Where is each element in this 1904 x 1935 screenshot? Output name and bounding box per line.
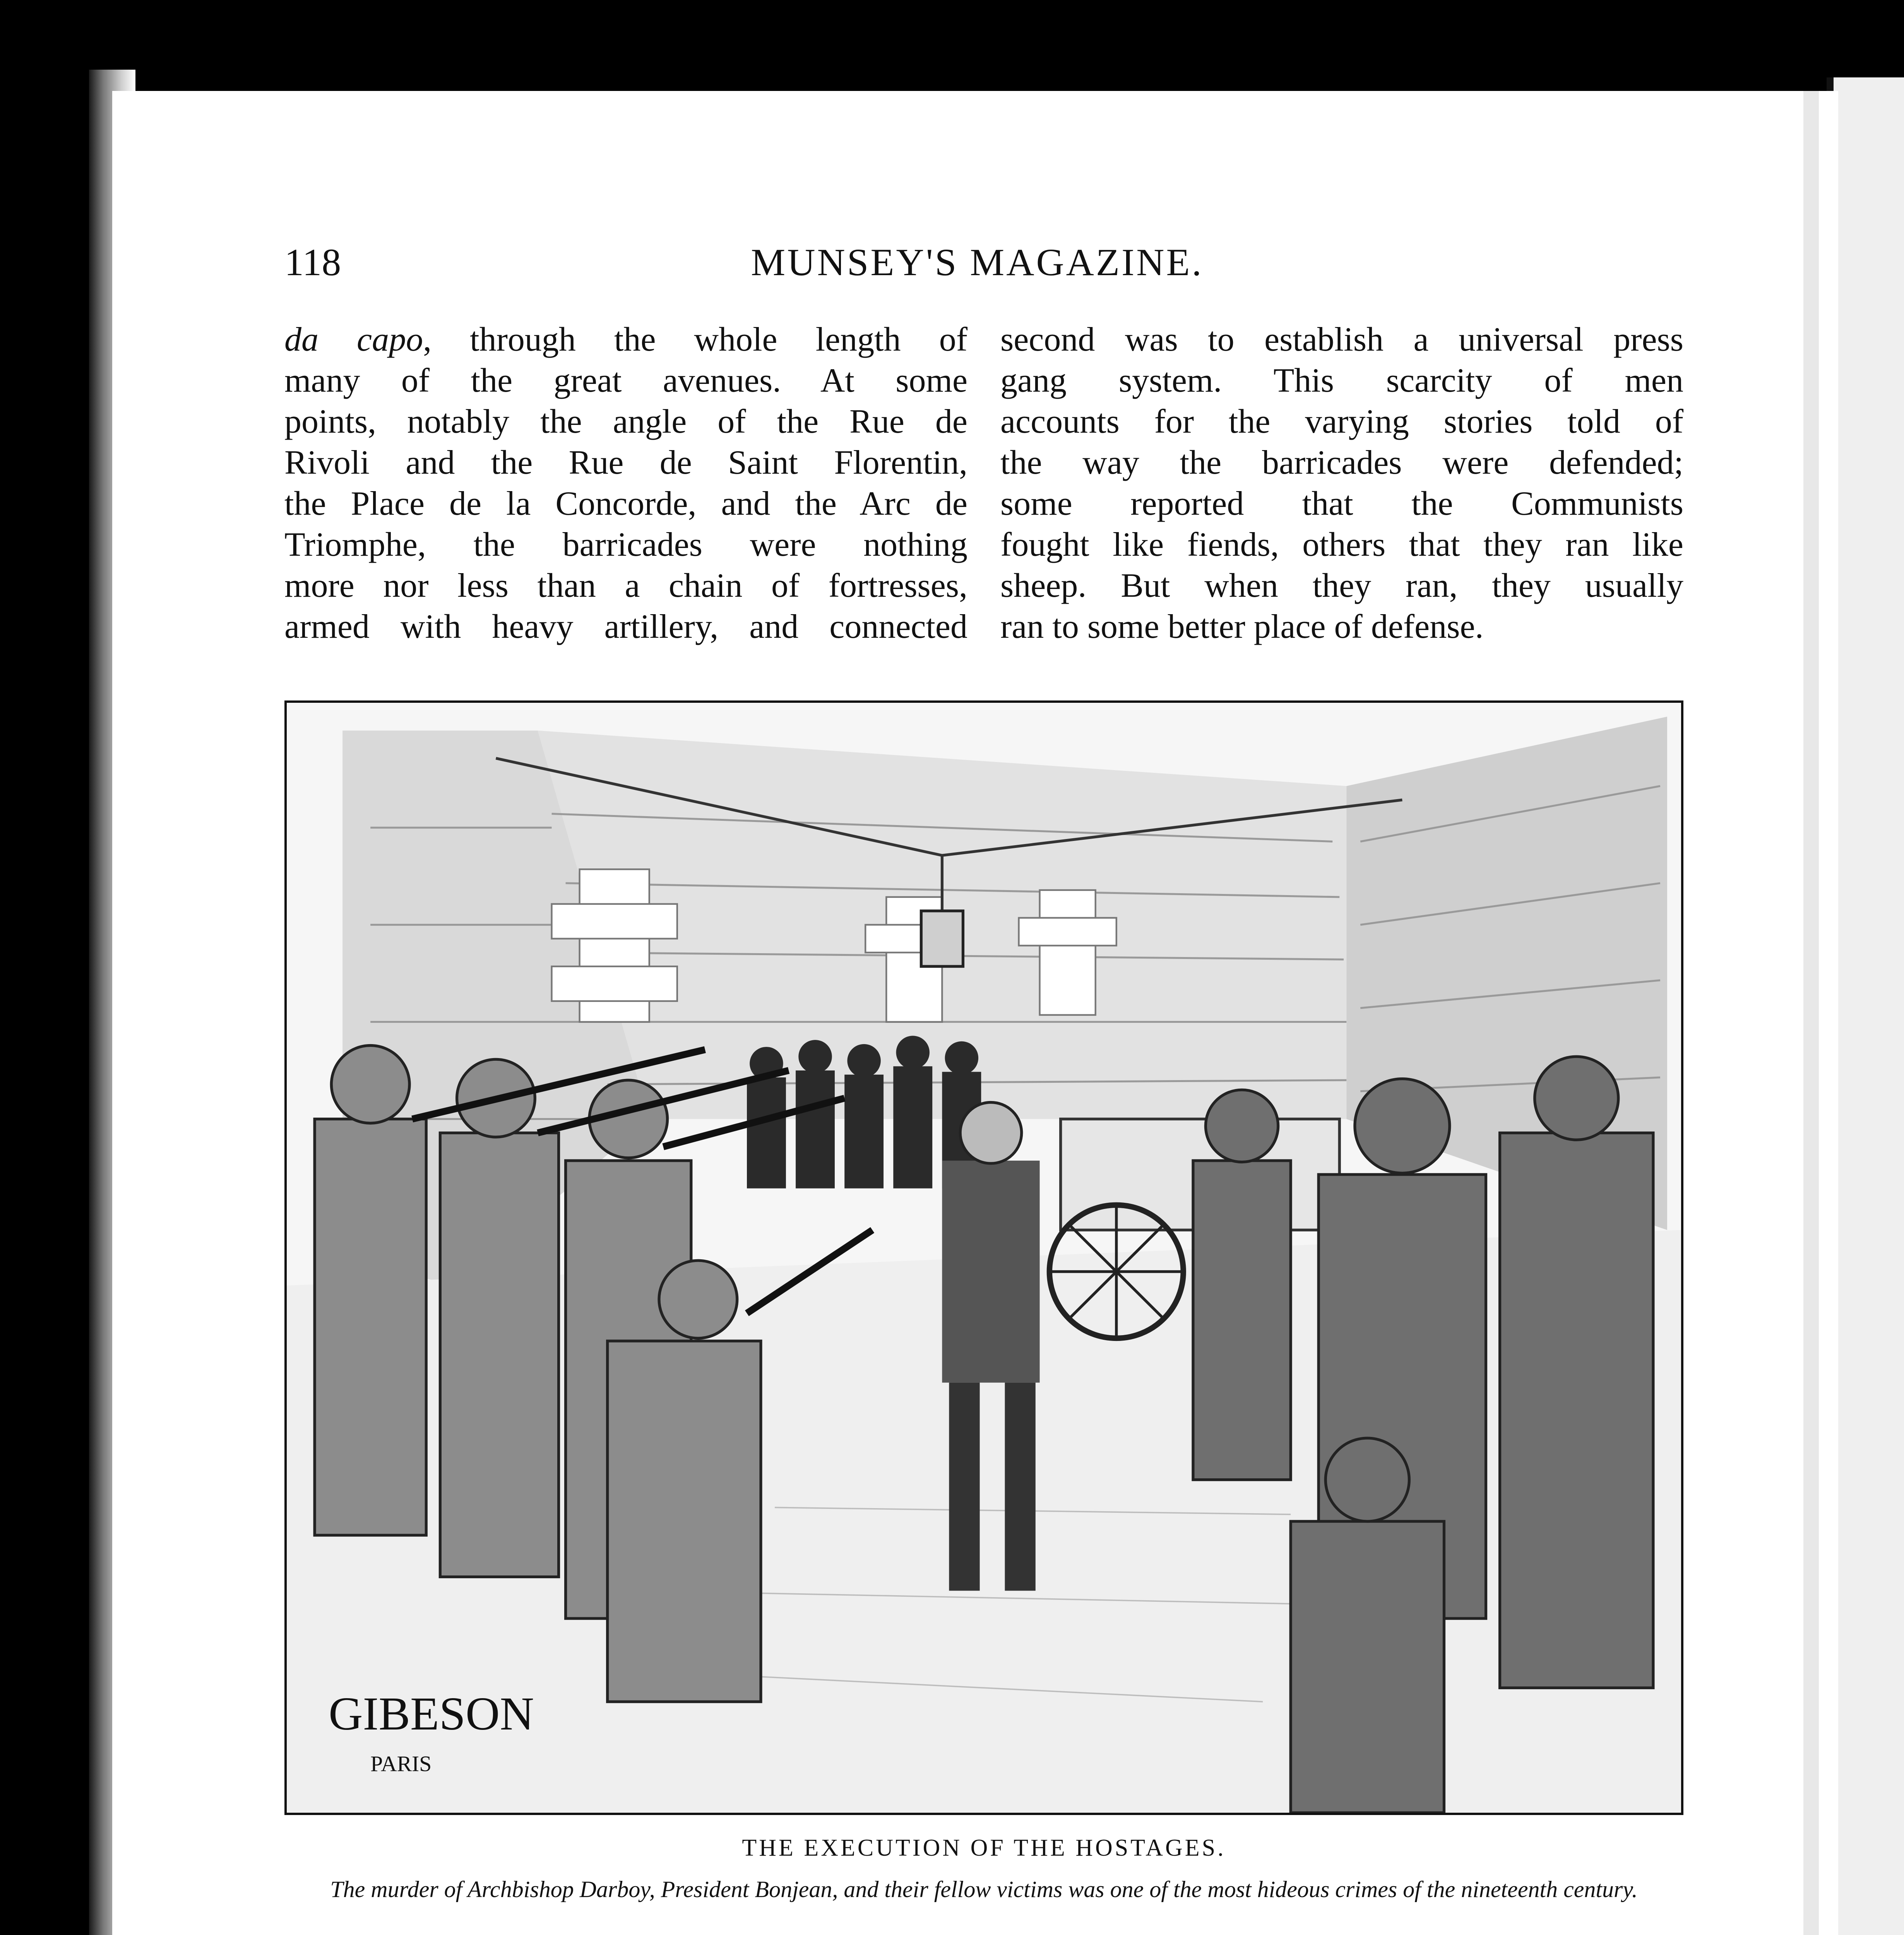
text-line: Rivoli and the Rue de Saint Florentin, xyxy=(284,444,967,481)
text-line: gang system. This scarcity of men xyxy=(1000,362,1683,399)
column-top-left xyxy=(284,319,967,647)
text-line-rest: , through the whole length of xyxy=(423,321,967,358)
text-line: second was to establish a universal press xyxy=(1000,321,1683,358)
page-edge xyxy=(1803,91,1819,1935)
text-line: Triomphe, the barricades were nothing xyxy=(284,526,967,563)
signature-place: PARIS xyxy=(370,1752,432,1776)
adjacent-page-edge xyxy=(1827,77,1904,1935)
text-line: points, notably the angle of the Rue de xyxy=(284,403,967,440)
text-line: many of the great avenues. At some xyxy=(284,362,967,399)
text-line: accounts for the varying stories told of xyxy=(1000,403,1683,440)
figure-caption-text: The murder of Archbishop Darboy, President Bonjean, and their fellow victims was one of the most hideous crimes of the nineteenth century. xyxy=(330,1877,1638,1902)
text-line: armed with heavy artillery, and connected xyxy=(284,608,967,646)
column-top-right xyxy=(1000,319,1683,647)
italic-phrase: da capo xyxy=(284,321,423,358)
page-header xyxy=(284,240,1670,286)
running-title: MUNSEY'S MAGAZINE. xyxy=(751,241,1204,284)
text-line: more nor less than a chain of fortresses, xyxy=(284,567,967,604)
text-line xyxy=(284,319,967,360)
text-line: some reported that the Communists xyxy=(1000,485,1683,522)
text-line: fought like fiends, others that they ran like xyxy=(1000,526,1683,563)
page-number: 118 xyxy=(284,241,341,284)
text-line: ran to some better place of defense. xyxy=(1000,608,1484,646)
text-line: the Place de la Concorde, and the Arc de xyxy=(284,485,967,522)
engraving-illustration xyxy=(284,700,1683,1815)
execution-scene-drawing xyxy=(287,703,1681,1813)
text-line: sheep. But when they ran, they usually xyxy=(1000,567,1683,604)
figure-caption-title: THE EXECUTION OF THE HOSTAGES. xyxy=(742,1835,1226,1861)
text-line: the way the barricades were defended; xyxy=(1000,444,1683,481)
artist-signature: GIBESON xyxy=(329,1688,534,1740)
